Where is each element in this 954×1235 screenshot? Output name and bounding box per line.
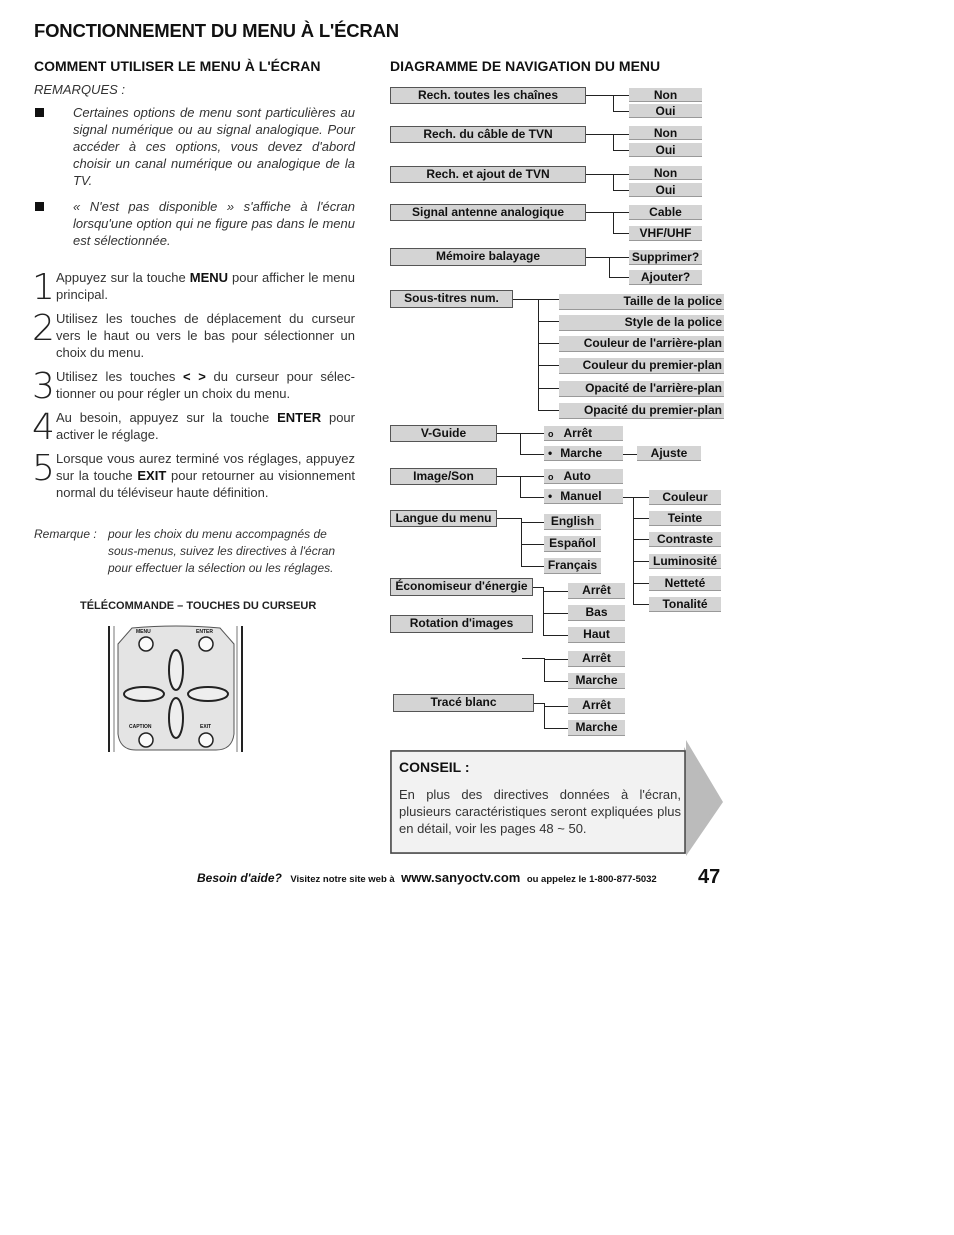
menu-key-icon [139,637,153,651]
opt-style-police: Style de la police [559,315,724,331]
remote-enter-label: ENTER [196,629,213,635]
step-5-text: Lorsque vous aurez terminé vos réglages, appuyez sur la touche EXIT pour retourner au visionnement normal du téléviseur haute définition. [56,451,355,500]
remote-caption: TÉLÉCOMMANDE – TOUCHES DU CURSEUR [80,600,317,612]
opt-trace-arret: Arrêt [568,698,625,714]
note-bullet-1 [35,108,44,117]
opt-couleur-arriere-plan: Couleur de l'arrière-plan [559,336,724,352]
remote-menu-label: MENU [136,629,151,635]
tip-title: CONSEIL : [399,759,470,775]
footer-call: ou appelez le 1-800-877-5032 [526,874,657,885]
remarque-label: Remarque : [34,527,97,541]
opt-image-manuel: • Manuel [544,489,623,504]
opt-teinte: Teinte [649,511,721,526]
menu-economiseur: Économiseur d'énergie [390,578,533,596]
opt-image-auto: o Auto [544,469,623,484]
step-1-number: 1 [32,267,55,308]
page-number: 47 [698,866,721,888]
remarks-label: REMARQUES : [34,82,126,97]
footer-help: Besoin d'aide? [197,871,282,885]
opt-oui-1: Oui [629,104,702,118]
caption-key-icon [139,733,153,747]
menu-langue: Langue du menu [390,510,497,527]
opt-luminosite: Luminosité [649,554,721,569]
note-2: « N'est pas disponible » s'affiche à l'écran lorsqu'une option qui ne figure pas dans le menu est sélectionnée. [73,199,355,248]
opt-couleur: Couleur [649,490,721,505]
menu-v-guide: V-Guide [390,425,497,442]
step-4-text: Au besoin, appuyez sur la touche ENTER pour activer le réglage. [56,410,355,442]
menu-rech-cable: Rech. du câble de TVN [390,126,586,143]
opt-non-2: Non [629,126,702,140]
opt-non-3: Non [629,166,702,180]
opt-econo-arret: Arrêt [568,583,625,599]
footer-site-link[interactable]: www.sanyoctv.com [401,870,521,885]
opt-oui-3: Oui [629,183,702,197]
menu-memoire-balayage: Mémoire balayage [390,248,586,266]
opt-vhf-uhf: VHF/UHF [629,226,702,241]
menu-sous-titres: Sous-titres num. [390,290,513,308]
opt-ajouter: Ajouter? [629,270,702,285]
note-bullet-2 [35,202,44,211]
opt-econo-bas: Bas [568,605,625,621]
menu-signal-antenne: Signal antenne analogique [390,204,586,221]
opt-trace-marche: Marche [568,720,625,736]
exit-key-icon [199,733,213,747]
left-heading: COMMENT UTILISER LE MENU À L'ÉCRAN [34,58,321,74]
cursor-right-icon [188,687,228,701]
menu-image-son: Image/Son [390,468,497,485]
opt-cable: Cable [629,205,702,220]
menu-rotation: Rotation d'images [390,615,533,633]
step-3-text: Utilisez les touches < > du curseur pour sélec-tionner ou pour régler un choix du menu. [56,369,355,401]
enter-key-icon [199,637,213,651]
opt-ajuste: Ajuste [637,446,701,461]
cursor-down-icon [169,698,183,738]
opt-non-1: Non [629,88,702,102]
opt-oui-2: Oui [629,143,702,157]
remote-exit-label: EXIT [200,724,212,730]
footer-help-line [197,869,657,887]
step-5-number: 5 [32,448,55,489]
opt-vguide-arret: o Arrêt [544,426,623,441]
cursor-up-icon [169,650,183,690]
footer-visit: Visitez notre site web à [290,874,395,885]
opt-opacite-arriere-plan: Opacité de l'arrière-plan [559,381,724,397]
opt-rotation-arret: Arrêt [568,651,625,667]
opt-english: English [544,514,601,530]
step-1-text: Appuyez sur la touche MENU pour afficher le menu principal. [56,270,355,302]
step-2-text: Utilisez les touches de déplacement du curseur vers le haut ou vers le bas pour sélectionner un choix du menu. [56,311,355,360]
remote-caption-label: CAPTION [129,724,152,730]
tip-body: En plus des directives données à l'écran, plusieurs caractéristiques seront expliquées plus en détail, voir les pages 48 ~ 50. [399,787,681,836]
diagram-heading: DIAGRAMME DE NAVIGATION DU MENU [390,58,661,74]
note-1: Certaines options de menu sont particulières au signal numérique ou au signal analogique. Pour accéder à ces options, vous devez d'abord choisir un canal numérique ou analogique de la TV. [73,105,355,188]
menu-rech-ajout: Rech. et ajout de TVN [390,166,586,183]
step-3-number: 3 [32,366,55,407]
opt-vguide-marche: • Marche [544,446,623,461]
step-2-number: 2 [32,308,55,349]
cursor-left-icon [124,687,164,701]
menu-trace-blanc: Tracé blanc [393,694,534,712]
page-title: FONCTIONNEMENT DU MENU À L'ÉCRAN [34,20,399,41]
opt-supprimer: Supprimer? [629,250,702,265]
step-4-number: 4 [32,407,55,448]
opt-econo-haut: Haut [568,627,625,643]
tip-box [399,759,681,837]
remarque-text: pour les choix du menu accompagnés de sous-menus, suivez les directives à l'écran pour effectuer la sélection ou les réglages. [108,527,336,575]
menu-rech-chaines: Rech. toutes les chaînes [390,87,586,104]
opt-tonalite: Tonalité [649,597,721,612]
opt-contraste: Contraste [649,532,721,547]
opt-nettete: Netteté [649,576,721,591]
opt-espanol: Español [544,536,601,552]
opt-couleur-premier-plan: Couleur du premier-plan [559,358,724,374]
opt-opacite-premier-plan: Opacité du premier-plan [559,403,724,419]
opt-taille-police: Taille de la police [559,294,724,310]
opt-francais: Français [544,558,601,574]
opt-rotation-marche: Marche [568,673,625,689]
remote-control-image [106,624,246,754]
